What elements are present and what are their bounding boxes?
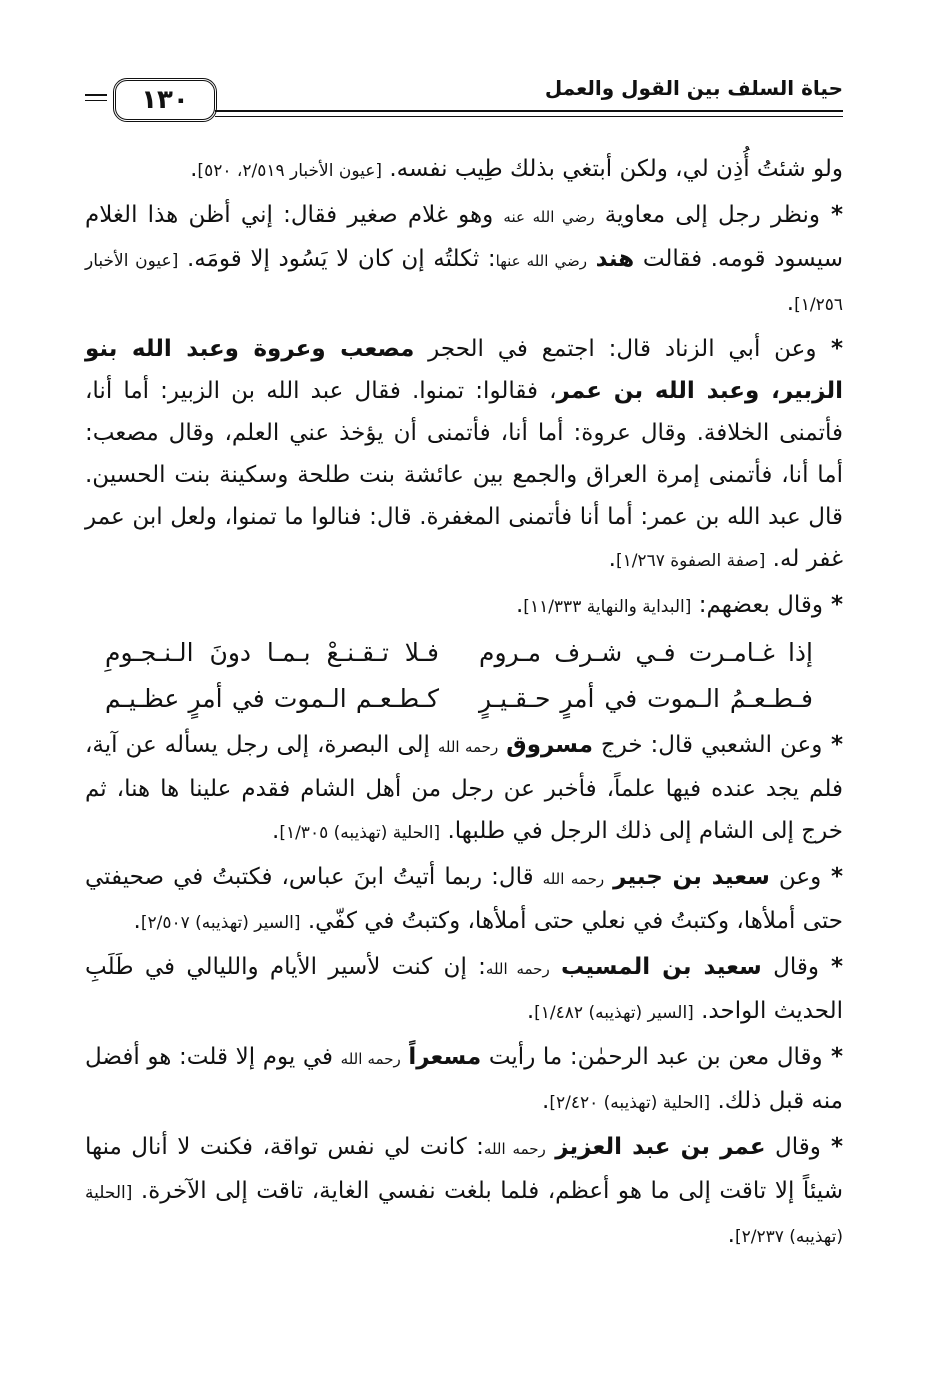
paragraphs-top: [85, 148, 843, 628]
text-segment: *: [820, 1134, 843, 1160]
text-segment: [604, 864, 613, 890]
source-citation: [الحلية (تهذيبه) ٢/٢٣٧]: [85, 1183, 843, 1247]
text-segment: وقال: [765, 1134, 821, 1160]
text-segment: وعن: [769, 864, 822, 890]
source-citation: [البداية والنهاية ١١/٣٣٣]: [523, 597, 692, 617]
text-segment: *: [820, 202, 843, 228]
text-segment: : إن كنت لأسير الأيام والليالي في طَلَبِ الحديث الواحد.: [85, 954, 843, 1024]
text-segment: .: [526, 998, 535, 1024]
text-segment: في يوم إلا قلت: هو أفضل منه قبل ذلك.: [85, 1044, 843, 1114]
page-number: ١٣٠: [113, 78, 217, 122]
text-segment: ولو شئتُ أُذِن لي، ولكن أبتغي بذلك طِيب نفسه.: [382, 156, 843, 182]
text-segment: رحمه الله: [483, 1140, 546, 1158]
text-segment: عمر بن عبد العزيز: [555, 1134, 766, 1160]
text-segment: وهو غلام صغير فقال: إني أظن هذا الغلام سيسود قومه. فقالت: [85, 202, 843, 272]
text-segment: *: [822, 592, 843, 618]
paragraph: [85, 328, 843, 582]
text-segment: ، فقالوا: تمنوا. فقال عبد الله بن الزبير: أما أنا، فأتمنى الخلافة. وقال عروة: أما أنا، فأتمنى أن يؤخذ عني العلم، وقال مصعب: أما أنا، فأتمنى إمرة العراق والجمع بين عائشة بنت طلحة وسكينة بنت الحسين. قال عبد الله بن عمر: أما أنا فأتمنى المغفرة. قال: فنالوا ما تمنوا، ولعل ابن عمر غفر له.: [85, 378, 843, 572]
source-citation: [الحلية (تهذيبه) ١/٣٠٥]: [279, 823, 441, 843]
text-segment: مسعراً: [408, 1044, 482, 1070]
text-segment: إلى البصرة، إلى رجل يسأله عن آية، فلم يجد عنده فيها علماً، فأخبر عن رجل من أهل الشام فقدم علينا ها هنا، ثم خرج إلى الشام إلى ذلك الرجل في طلبها.: [85, 732, 843, 844]
text-segment: [587, 246, 596, 272]
text-segment: .: [272, 818, 280, 844]
text-segment: *: [816, 336, 844, 362]
text-segment: وعن الشعبي قال: خرج: [592, 732, 823, 758]
paragraph: [85, 194, 843, 326]
text-segment: [546, 1134, 555, 1160]
text-segment: سعيد بن جبير: [613, 864, 770, 890]
page-header: [85, 70, 843, 128]
paragraph: [85, 584, 843, 628]
text-segment: *: [822, 732, 843, 758]
text-segment: .: [786, 290, 795, 316]
text-segment: هند: [595, 246, 635, 272]
text-segment: .: [608, 546, 616, 572]
poem-line-2-left: كـطـعـم الـموت في أمرٍ عظـيـم: [105, 684, 439, 713]
text-segment: رضي الله عنها: [495, 252, 587, 270]
page-body: [85, 148, 843, 1260]
text-segment: سعيد بن المسيب: [561, 954, 762, 980]
text-segment: *: [818, 954, 843, 980]
text-segment: : ثكلتُه إن كان لا يَسُود إلا قومَه.: [178, 246, 496, 272]
paragraphs-bottom: [85, 724, 843, 1258]
text-segment: وقال بعضهم:: [691, 592, 823, 618]
source-citation: [عيون الأخبار ٢/٥١٩، ٥٢٠]: [197, 161, 383, 181]
running-title: حياة السلف بين القول والعمل: [544, 76, 843, 100]
text-segment: وقال: [761, 954, 819, 980]
text-segment: رحمه الله: [437, 738, 499, 756]
text-segment: : كانت لي نفس تواقة، فكنت لا أنال منها شيئاً إلا تاقت إلى ما هو أعظم، فلما بلغت نفسي الغاية، تاقت إلى الآخرة.: [85, 1134, 843, 1204]
source-citation: [صفة الصفوة ١/٢٦٧]: [615, 551, 766, 571]
text-segment: .: [727, 1222, 735, 1248]
text-segment: وعن أبي الزناد قال: اجتمع في الحجر: [414, 336, 817, 362]
paragraph: [85, 946, 843, 1034]
text-segment: مسروق: [506, 732, 593, 758]
source-citation: [السير (تهذيبه) ٢/٥٠٧]: [140, 913, 301, 933]
text-segment: رحمه الله: [340, 1050, 401, 1068]
text-segment: رضي الله عنه: [503, 208, 595, 226]
paragraph: [85, 724, 843, 854]
text-segment: مصعب وعروة وعبد الله بنو الزبير، وعبد الله بن عمر: [85, 336, 843, 404]
text-segment: رحمه الله: [542, 870, 605, 888]
header-rule: [215, 110, 843, 117]
text-segment: .: [133, 908, 141, 934]
paragraph: [85, 1036, 843, 1124]
text-segment: قال: ربما أتيتُ ابنَ عباس، فكتبتُ في صحيفتي حتى أملأها، وكتبتُ في نعلي حتى أملأها، وكتبتُ في كفّي.: [85, 864, 843, 934]
header-rule-left: [85, 94, 107, 101]
source-citation: [عيون الأخبار ١/٢٥٦]: [85, 251, 843, 315]
paragraph: [85, 148, 843, 192]
text-segment: .: [542, 1088, 550, 1114]
poem-line-1-right: إذا غـامـرت فـي شـرف مـروم: [479, 638, 813, 667]
text-segment: *: [822, 1044, 843, 1070]
source-citation: [الحلية (تهذيبه) ٢/٤٢٠]: [549, 1093, 711, 1113]
text-segment: وقال معن بن عبد الرحمٰن: ما رأيت: [481, 1044, 823, 1070]
text-segment: رحمه الله: [485, 960, 550, 978]
source-citation: [السير (تهذيبه) ١/٤٨٢]: [534, 1003, 694, 1023]
text-segment: *: [821, 864, 843, 890]
paragraph: [85, 1126, 843, 1258]
poem: [105, 630, 813, 722]
paragraph: [85, 856, 843, 944]
text-segment: ونظر رجل إلى معاوية: [594, 202, 821, 228]
text-segment: [498, 732, 506, 758]
text-segment: .: [190, 156, 198, 182]
poem-line-2-right: فـطـعـمُ الـموت في أمرٍ حـقـيـرٍ: [479, 684, 813, 713]
text-segment: .: [515, 592, 524, 618]
text-segment: [550, 954, 561, 980]
poem-line-1-left: فـلا تـقـنـعْ بـمـا دونَ الـنـجـومِ: [105, 638, 439, 667]
